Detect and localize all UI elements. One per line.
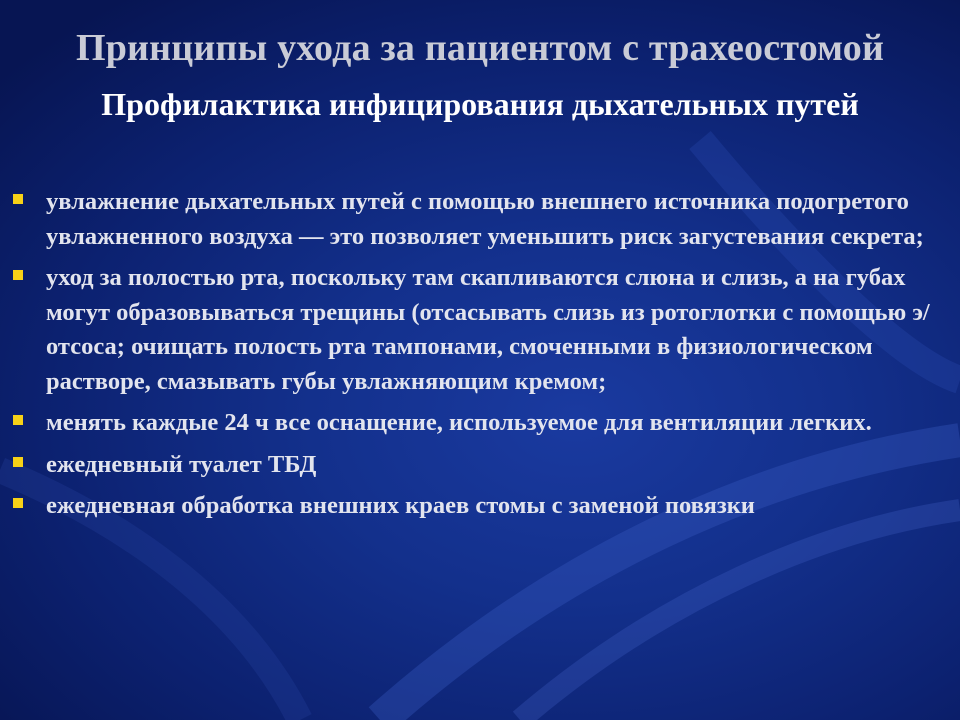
bullet-text: уход за полостью рта, поскольку там скапливаются слюна и слизь, а на губах могут образовываться трещины (отсасывать слизь из ротоглотки с помощью э/отсоса; очищать полость рта тампонами, смоченными в физиологическом растворе, смазывать губы увлажняющим кремом; xyxy=(46,264,930,395)
square-bullet-icon xyxy=(13,194,23,204)
bullet-item xyxy=(10,261,940,399)
slide-subtitle: Профилактика инфицирования дыхательных путей xyxy=(101,86,859,122)
slide-title: Принципы ухода за пациентом с трахеостомой xyxy=(75,27,885,69)
bullet-list xyxy=(10,185,940,531)
bullet-text: увлажнение дыхательных путей с помощью внешнего источника подогретого увлажненного воздуха — это позволяет уменьшить риск загустевания секрета; xyxy=(46,188,924,250)
bullet-item xyxy=(10,406,940,441)
square-bullet-icon xyxy=(13,270,23,280)
bullet-item xyxy=(10,448,940,483)
bullet-text: менять каждые 24 ч все оснащение, используемое для вентиляции легких. xyxy=(46,409,872,436)
bullet-item xyxy=(10,489,940,524)
square-bullet-icon xyxy=(13,415,23,425)
square-bullet-icon xyxy=(13,498,23,508)
bullet-item xyxy=(10,185,940,254)
bullet-text: ежедневная обработка внешних краев стомы с заменой повязки xyxy=(46,492,755,519)
square-bullet-icon xyxy=(13,457,23,467)
bullet-text: ежедневный туалет ТБД xyxy=(46,450,317,478)
